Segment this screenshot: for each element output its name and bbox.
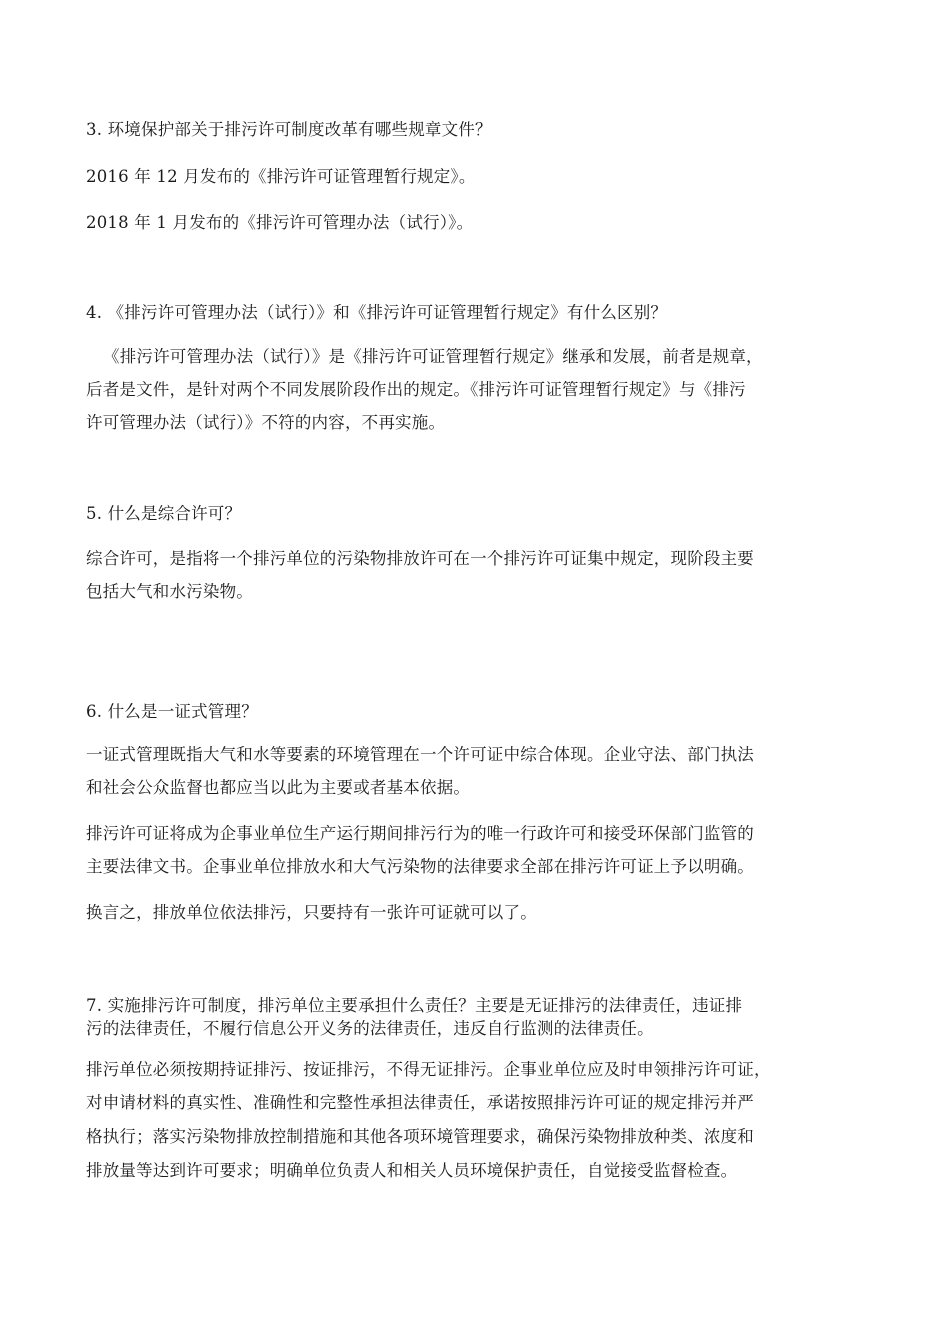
answer-6-line-5: 换言之，排放单位依法排污，只要持有一张许可证就可以了。 — [86, 903, 537, 922]
answer-3-line-1: 2016 年 12 月发布的《排污许可证管理暂行规定》。 — [86, 167, 476, 186]
answer-4-line-2: 后者是文件，是针对两个不同发展阶段作出的规定。《排污许可证管理暂行规定》与《排污 — [86, 380, 746, 399]
question-5: 5. 什么是综合许可？ — [86, 504, 242, 523]
answer-7-line-4: 排放量等达到许可要求；明确单位负责人和相关人员环境保护责任，自觉接受监督检查。 — [86, 1161, 738, 1180]
answer-6-line-3: 排污许可证将成为企事业单位生产运行期间排污行为的唯一行政许可和接受环保部门监管的 — [86, 824, 754, 843]
question-7-line-2: 污的法律责任，不履行信息公开义务的法律责任，违反自行监测的法律责任。 — [86, 1019, 654, 1038]
question-4: 4. 《排污许可管理办法（试行）》和《排污许可证管理暂行规定》有什么区别？ — [86, 303, 668, 322]
question-7-line-1: 7. 实施排污许可制度，排污单位主要承担什么责任？主要是无证排污的法律责任，违证排 — [86, 996, 743, 1015]
answer-4-line-1: 《排污许可管理办法（试行）》是《排污许可证管理暂行规定》继承和发展，前者是规章， — [103, 347, 763, 366]
answer-7-line-3: 格执行；落实污染物排放控制措施和其他各项环境管理要求，确保污染物排放种类、浓度和 — [86, 1127, 754, 1146]
answer-3-line-2: 2018 年 1 月发布的《排污许可管理办法（试行）》。 — [86, 213, 474, 232]
answer-4-line-3: 许可管理办法（试行）》不符的内容，不再实施。 — [86, 413, 446, 432]
question-3: 3. 环境保护部关于排污许可制度改革有哪些规章文件？ — [86, 120, 492, 139]
answer-5-line-2: 包括大气和水污染物。 — [86, 582, 253, 601]
answer-6-line-1: 一证式管理既指大气和水等要素的环境管理在一个许可证中综合体现。企业守法、部门执法 — [86, 745, 754, 764]
answer-7-line-2: 对申请材料的真实性、准确性和完整性承担法律责任，承诺按照排污许可证的规定排污并严 — [86, 1093, 754, 1112]
answer-5-line-1: 综合许可，是指将一个排污单位的污染物排放许可在一个排污许可证集中规定，现阶段主要 — [86, 549, 754, 568]
answer-6-line-4: 主要法律文书。企事业单位排放水和大气污染物的法律要求全部在排污许可证上予以明确。 — [86, 857, 754, 876]
answer-6-line-2: 和社会公众监督也都应当以此为主要或者基本依据。 — [86, 778, 471, 797]
question-6: 6. 什么是一证式管理？ — [86, 702, 258, 721]
answer-7-line-1: 排污单位必须按期持证排污、按证排污，不得无证排污。企事业单位应及时申领排污许可证， — [86, 1060, 771, 1079]
